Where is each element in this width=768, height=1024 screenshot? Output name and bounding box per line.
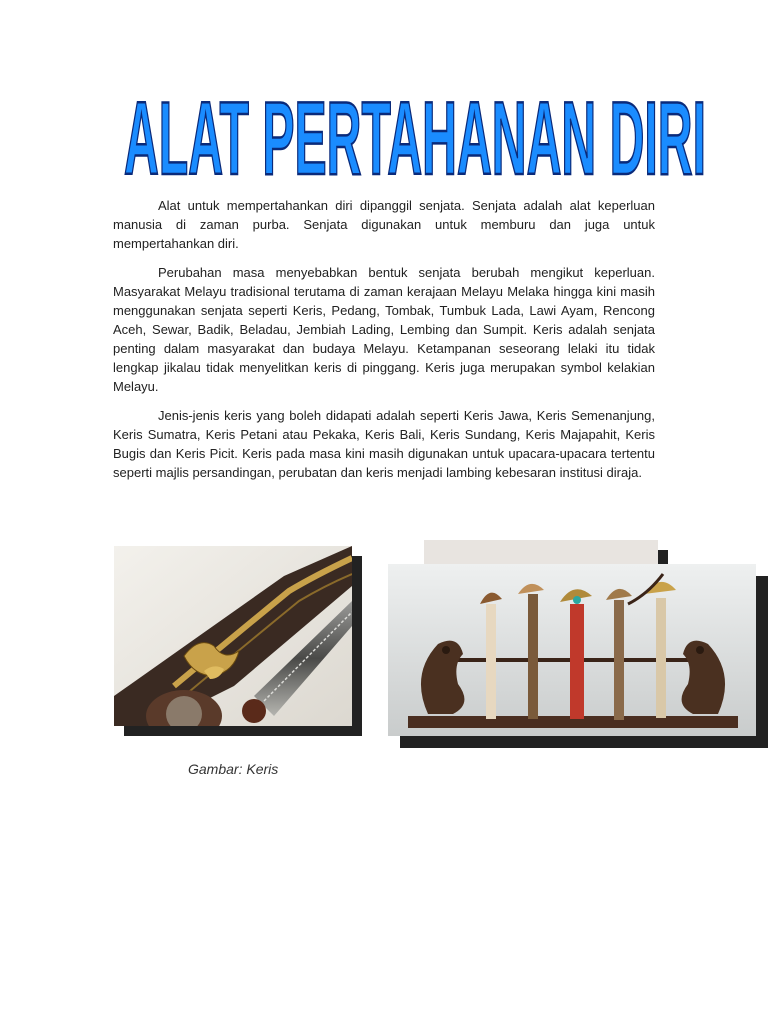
- page-title: [120, 88, 710, 188]
- article-body: [113, 196, 655, 492]
- page-title-text: ALAT PERTAHANAN DIRI: [124, 88, 706, 188]
- image-caption: Gambar: Keris: [188, 761, 279, 777]
- keris-closeup-photo: [114, 546, 352, 726]
- paragraph-2: Perubahan masa menyebabkan bentuk senjata berubah mengikut keperluan. Masyarakat Melayu tradisional terutama di zaman kerajaan Melayu Melaka hingga kini masih menggunakan senjata seperti Keris, Pedang, Tombak, Tumbuk Lada, Lawi Ayam, Rencong Aceh, Sewar, Badik, Beladau, Jembiah Lading, Lembing dan Sumpit. Keris adalah senjata penting dalam masyarakat dan budaya Melayu. Ketampanan seseorang lelaki itu tidak lengkap jikalau tidak menyelitkan keris di pinggang. Keris juga merupakan symbol kelakian Melayu.: [113, 265, 655, 394]
- paragraph-1: Alat untuk mempertahankan diri dipanggil senjata. Senjata adalah alat keperluan manusia di zaman purba. Senjata digunakan untuk memburu dan juga untuk mempertahankan diri.: [113, 198, 655, 251]
- keris-display-stand-photo: [388, 564, 756, 736]
- paragraph-3: Jenis-jenis keris yang boleh didapati adalah seperti Keris Jawa, Keris Semenanjung, Keris Sumatra, Keris Petani atau Pekaka, Keris Bali, Keris Sundang, Keris Majapahit, Keris Bugis dan Keris Picit. Keris pada masa kini masih digunakan untuk upacara-upacara tertentu seperti majlis persandingan, perubatan dan keris menjadi lambing kebesaran institusi diraja.: [113, 408, 655, 480]
